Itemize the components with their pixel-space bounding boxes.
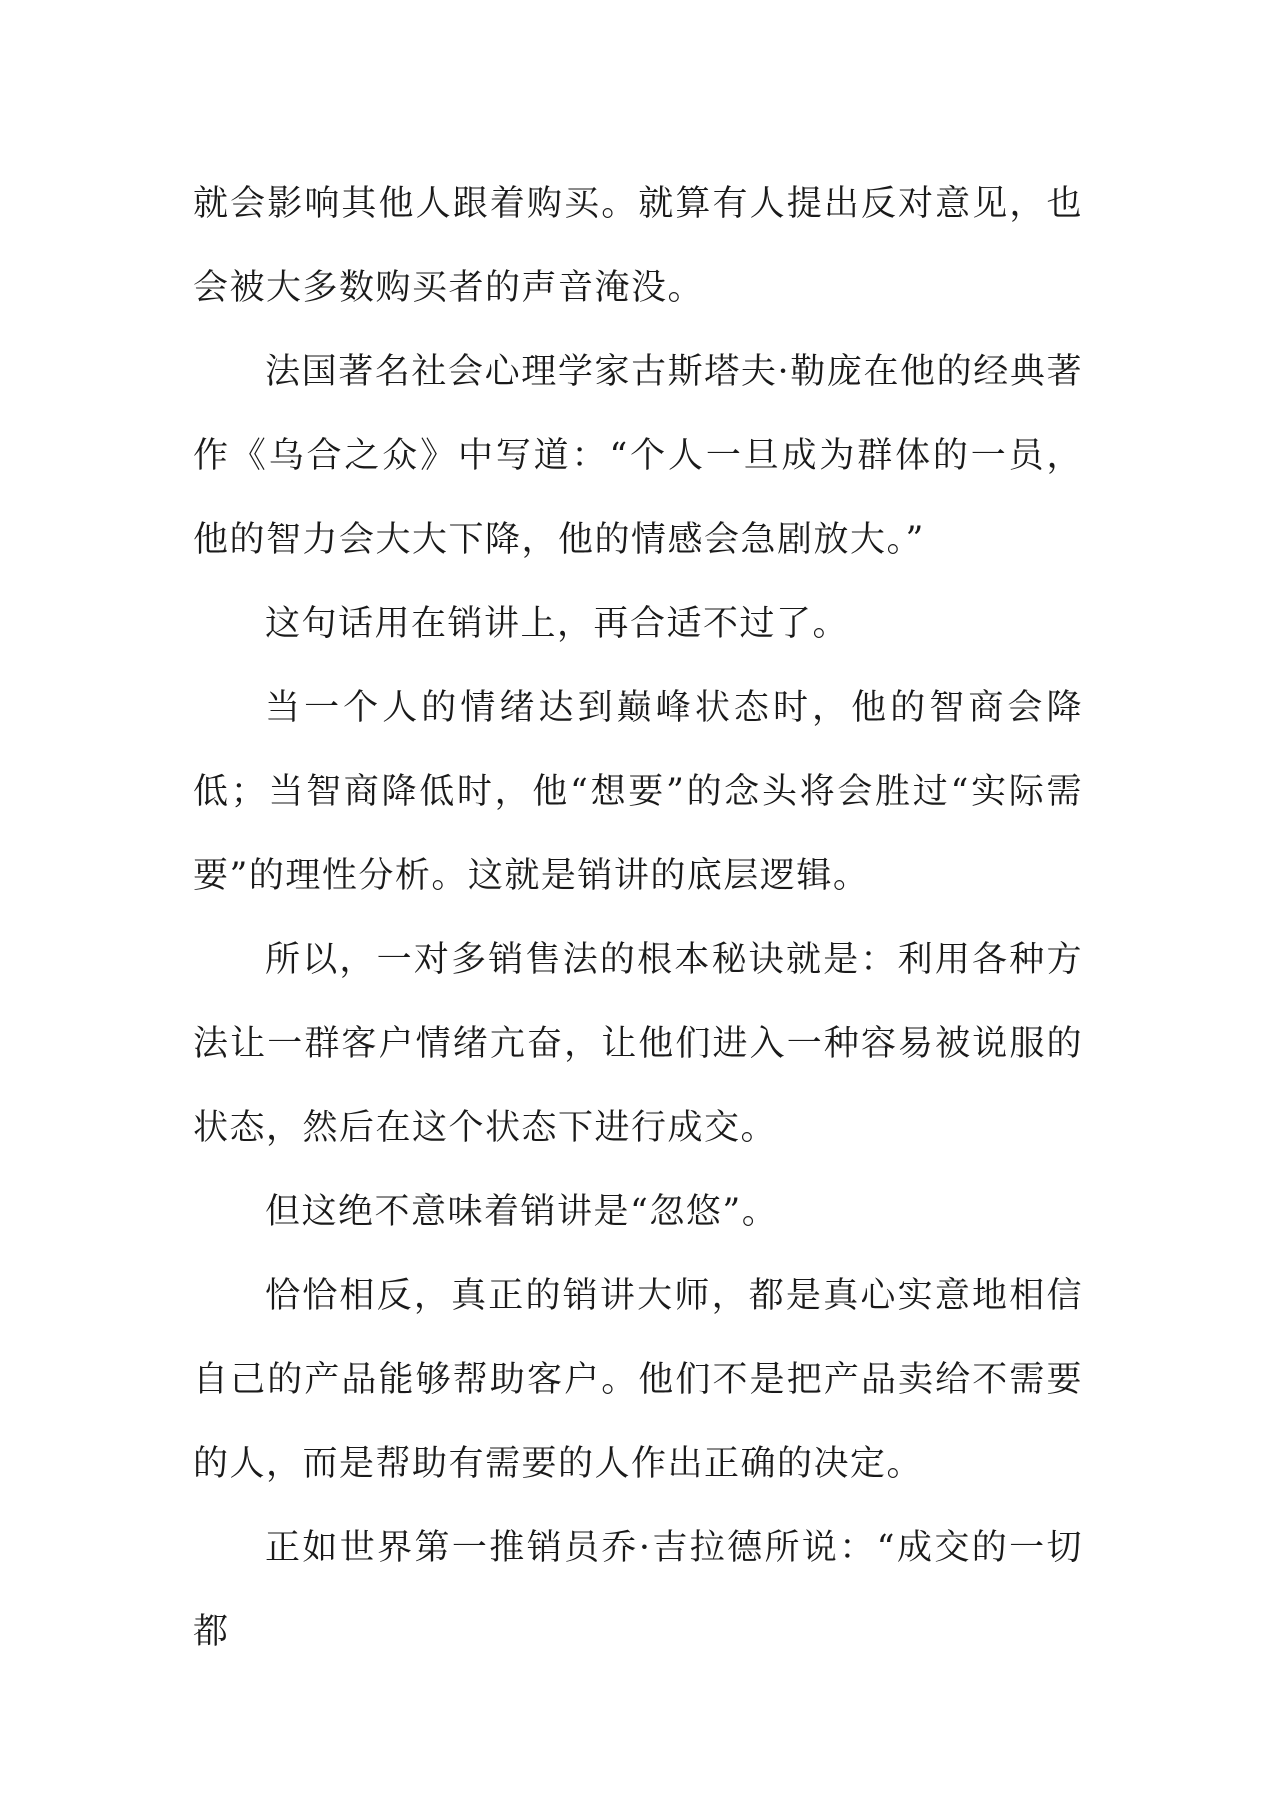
paragraph-secret: 所以，一对多销售法的根本秘诀就是：利用各种方法让一群客户情绪亢奋，让他们进入一种容易被说服的状态，然后在这个状态下进行成交。 [193, 940, 1083, 1148]
paragraph-emotion-peak: 当一个人的情绪达到巅峰状态时，他的智商会降低；当智商降低时，他“想要”的念头将会胜过“实际需要”的理性分析。这就是销讲的底层逻辑。 [193, 688, 1083, 896]
paragraph-applies-to-sales: 这句话用在销讲上，再合适不过了。 [265, 604, 850, 644]
paragraph-not-deception: 但这绝不意味着销讲是“忽悠”。 [265, 1192, 779, 1232]
paragraph-masters: 恰恰相反，真正的销讲大师，都是真心实意地相信自己的产品能够帮助客户。他们不是把产品卖给不需要的人，而是帮助有需要的人作出正确的决定。 [193, 1276, 1083, 1484]
paragraph-joe-girard: 正如世界第一推销员乔·吉拉德所说：“成交的一切都 [193, 1528, 1083, 1652]
paragraph-continuation: 就会影响其他人跟着购买。就算有人提出反对意见，也会被大多数购买者的声音淹没。 [193, 184, 1083, 308]
paragraph-lebon-quote: 法国著名社会心理学家古斯塔夫·勒庞在他的经典著作《乌合之众》中写道：“个人一旦成为群体的一员，他的智力会大大下降，他的情感会急剧放大。” [193, 352, 1083, 560]
body-text [193, 162, 1083, 1674]
